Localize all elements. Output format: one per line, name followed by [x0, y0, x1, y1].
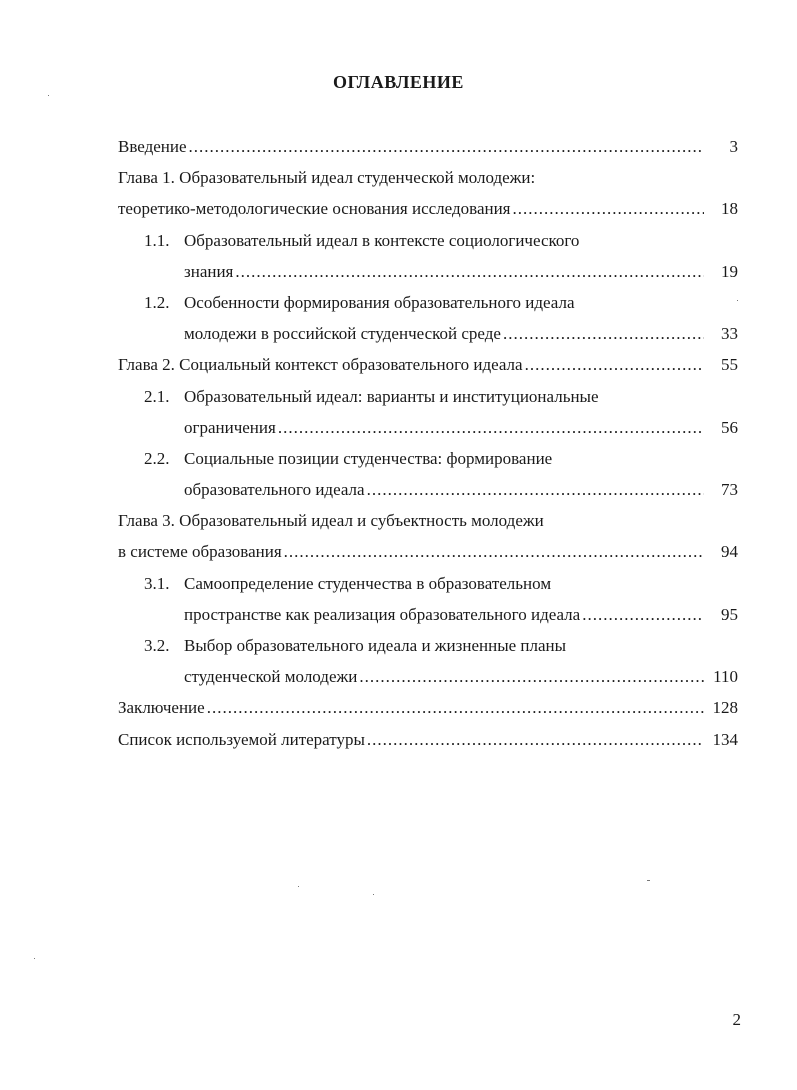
section-number: 2.1. — [144, 386, 170, 406]
toc-entry-intro[interactable] — [118, 131, 738, 162]
section-number: 3.1. — [144, 573, 170, 593]
toc-entry-section-3-2-line-1[interactable] — [118, 630, 738, 661]
toc-entry-section-1-2-line-2[interactable] — [118, 318, 738, 349]
toc-entry-text: Социальные позиции студенчества: формирование — [184, 448, 553, 468]
toc-page-number: 3 — [729, 137, 738, 156]
toc-entry-text: Введение — [118, 137, 187, 156]
dot-leader — [513, 193, 704, 224]
toc-entry-text: в системе образования — [118, 542, 282, 562]
scan-speck — [298, 886, 299, 887]
toc-entry-text: Список используемой литературы — [118, 729, 365, 749]
toc-entry-text: Особенности формирования образовательного идеала — [184, 292, 575, 312]
scan-speck — [737, 300, 738, 301]
toc-entry-text: молодежи в российской студенческой среде — [184, 324, 501, 344]
toc-entry-section-3-2-line-2[interactable] — [118, 661, 738, 692]
scan-speck — [48, 95, 49, 96]
toc-entry-chapter-2[interactable] — [118, 349, 738, 380]
dot-leader — [284, 536, 704, 567]
toc-entry-section-1-1-line-2[interactable] — [118, 256, 738, 287]
section-number: 1.1. — [144, 230, 170, 250]
dot-leader — [582, 599, 704, 630]
toc-entry-section-3-1-line-2[interactable] — [118, 599, 738, 630]
scan-speck — [373, 894, 374, 895]
toc-entry-text: пространстве как реализация образовательного идеала — [184, 604, 581, 624]
toc-entry-section-2-2-line-2[interactable] — [118, 474, 738, 505]
scan-speck — [647, 880, 650, 881]
dot-leader — [278, 412, 704, 443]
toc-entry-conclusion[interactable] — [118, 692, 738, 723]
toc-entry-text: Глава 1. Образовательный идеал студенческой молодежи: — [118, 168, 536, 188]
toc-entry-section-1-1-line-1[interactable] — [118, 225, 738, 256]
table-of-contents — [118, 131, 738, 755]
toc-entry-text: Образовательный идеал: варианты и институциональные — [184, 386, 599, 406]
toc-page-number: 110 — [713, 667, 738, 687]
toc-page-number: 56 — [721, 417, 738, 437]
dot-leader — [207, 692, 704, 723]
toc-entry-text: ограничения — [184, 417, 276, 437]
dot-leader — [367, 724, 704, 755]
toc-entry-text: Глава 3. Образовательный идеал и субъектность молодежи — [118, 511, 544, 531]
section-number: 2.2. — [144, 448, 170, 468]
toc-page-number: 18 — [721, 199, 738, 219]
toc-entry-chapter-1-line-1[interactable] — [118, 162, 738, 193]
toc-page-number: 33 — [721, 324, 738, 344]
toc-page-number: 94 — [721, 542, 738, 562]
dot-leader — [359, 661, 704, 692]
section-number: 1.2. — [144, 292, 170, 312]
dot-leader — [503, 318, 704, 349]
toc-page-number: 128 — [712, 698, 738, 718]
toc-entry-chapter-3-line-1[interactable] — [118, 505, 738, 536]
toc-page-number: 19 — [721, 261, 738, 281]
dot-leader — [367, 474, 704, 505]
toc-entry-text: знания — [184, 261, 234, 281]
toc-entry-text: Заключение — [118, 698, 205, 718]
dot-leader — [525, 349, 704, 380]
dot-leader — [235, 256, 704, 287]
toc-page-number: 55 — [721, 355, 738, 375]
toc-entry-section-3-1-line-1[interactable] — [118, 568, 738, 599]
toc-page-number: 95 — [721, 604, 738, 624]
toc-entry-section-2-1-line-1[interactable] — [118, 381, 738, 412]
toc-entry-text: студенческой молодежи — [184, 667, 358, 687]
toc-entry-section-1-2-line-1[interactable] — [118, 287, 738, 318]
page-title: ОГЛАВЛЕНИЕ — [333, 72, 464, 92]
page-number: 2 — [732, 1010, 741, 1029]
toc-entry-text: теоретико-методологические основания исследования — [118, 199, 511, 219]
toc-entry-text: Самоопределение студенчества в образовательном — [184, 573, 552, 593]
toc-entry-text: Глава 2. Социальный контекст образовательного идеала — [118, 355, 523, 375]
toc-entry-references[interactable] — [118, 724, 738, 755]
toc-entry-section-2-2-line-1[interactable] — [118, 443, 738, 474]
dot-leader — [189, 131, 704, 162]
toc-entry-text: Выбор образовательного идеала и жизненные планы — [184, 636, 567, 655]
toc-entry-text: образовательного идеала — [184, 480, 365, 500]
toc-page-number: 73 — [721, 480, 738, 500]
toc-entry-chapter-3-line-2[interactable] — [118, 536, 738, 567]
toc-entry-section-2-1-line-2[interactable] — [118, 412, 738, 443]
toc-entry-text: Образовательный идеал в контексте социологического — [184, 230, 580, 250]
toc-page-number: 134 — [712, 729, 738, 749]
scan-speck — [34, 958, 35, 959]
section-number: 3.2. — [144, 636, 170, 655]
toc-entry-chapter-1-line-2[interactable] — [118, 193, 738, 224]
